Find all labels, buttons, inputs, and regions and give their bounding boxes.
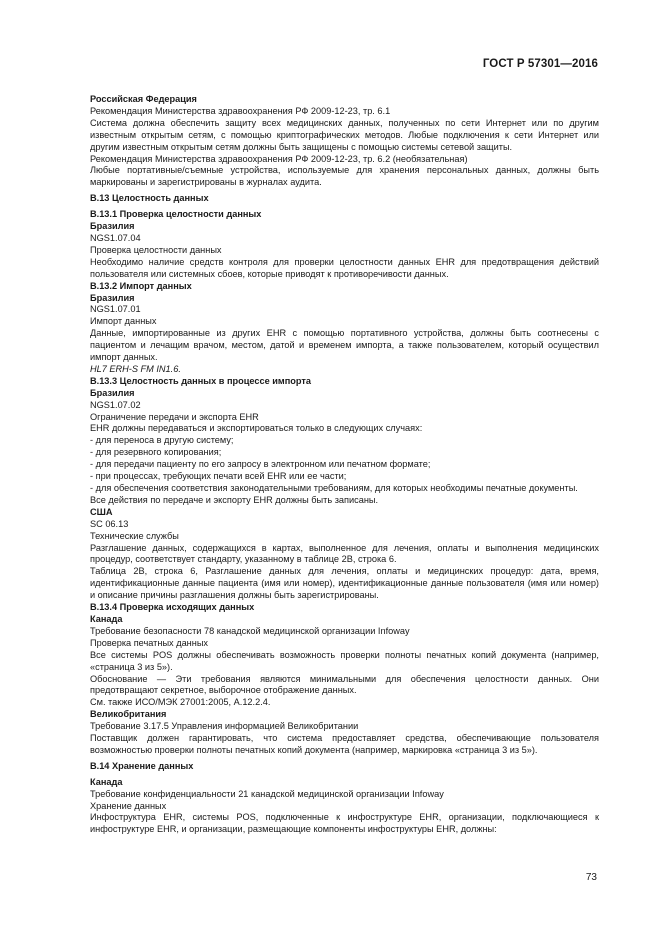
- paragraph: Обоснование — Эти требования являются минимальными для обеспечения целостности данных. Они предотвращают секретное, выборочное отображение данных.: [90, 673, 599, 696]
- section-heading: Бразилия: [90, 221, 135, 232]
- paragraph: Проверка целостности данных: [90, 244, 222, 255]
- paragraph: NGS1.07.01: [90, 304, 141, 315]
- section-heading: США: [90, 506, 113, 517]
- page-header-standard: ГОСТ Р 57301—2016: [482, 58, 598, 70]
- paragraph: Любые портативные/съемные устройства, используемые для хранения персональных данных, должны быть маркированы и зарегистрированы в журналах аудита.: [90, 165, 599, 188]
- paragraph: Рекомендация Министерства здравоохранения РФ 2009-12-23, тр. 6.1: [90, 105, 391, 116]
- section-heading: В.13.3 Целостность данных в процессе импорта: [90, 375, 311, 386]
- paragraph: Все системы POS должны обеспечивать возможность проверки полноты печатных копий документа (например, «страница 3 из 5»).: [90, 649, 599, 672]
- paragraph: - при процессах, требующих печати всей EHR или ее части;: [90, 471, 347, 482]
- section-heading: Канада: [90, 776, 123, 787]
- section-heading: В.13.4 Проверка исходящих данных: [90, 602, 255, 613]
- paragraph: NGS1.07.02: [90, 399, 141, 410]
- section-heading: Бразилия: [90, 387, 135, 398]
- paragraph: Требование 3.17.5 Управления информацией Великобритании: [90, 721, 359, 732]
- paragraph: Проверка печатных данных: [90, 637, 209, 648]
- paragraph: Таблица 2В, строка 6, Разглашение данных для лечения, оплаты и медицинских процедур: дата, время, идентификационные данные пациента (имя или номер), идентификационные данные пользователя (имя или номер) и описание причины разглашения должны быть зарегистрированы.: [90, 566, 599, 601]
- paragraph: Требование конфиденциальности 21 канадской медицинской организации Infoway: [90, 788, 444, 799]
- section-heading: В.14 Хранение данных: [90, 760, 194, 771]
- paragraph: Хранение данных: [90, 800, 167, 811]
- paragraph: Поставщик должен гарантировать, что система предоставляет средства, обеспечивающие пользователя возможностью проверки полноты печатных копий документа (например, маркировка «страница 3 из 5»).: [90, 733, 599, 755]
- paragraph: NGS1.07.04: [90, 232, 141, 243]
- paragraph: SC 06.13: [90, 518, 129, 529]
- paragraph: HL7 ERH-S FM IN1.6.: [90, 363, 181, 374]
- paragraph: - для переноса в другую систему;: [90, 435, 234, 446]
- paragraph: - для передачи пациенту по его запросу в электронном или печатном формате;: [90, 459, 431, 470]
- paragraph: Ограничение передачи и экспорта EHR: [90, 411, 259, 422]
- paragraph: - для обеспечения соответствия законодательными требованиям, для которых необходимы печатные документы.: [90, 483, 578, 493]
- paragraph: Рекомендация Министерства здравоохранения РФ 2009-12-23, тр. 6.2 (необязательная): [90, 153, 468, 164]
- paragraph: Импорт данных: [90, 316, 157, 327]
- paragraph: Разглашение данных, содержащихся в картах, выполненное для лечения, оплаты и выполнения медицинских процедур, соответствует стандарту, указанному в таблице 2В, строка 6.: [90, 542, 599, 565]
- paragraph: Требование безопасности 78 канадской медицинской организации Infoway: [90, 625, 410, 636]
- section-heading: Бразилия: [90, 292, 135, 303]
- section-heading: Канада: [90, 613, 123, 624]
- page-number: 73: [585, 872, 597, 883]
- section-heading: В.13.1 Проверка целостности данных: [90, 209, 262, 220]
- paragraph: Система должна обеспечить защиту всех медицинских данных, полученных по сети Интернет или по другим известным открытым сетям, с помощью криптографических методов. Любые подключения к сети Интернет или другим известным открытым сетям должны быть защищены с помощью системы сетевой защиты.: [90, 117, 599, 152]
- section-heading: Российская Федерация: [90, 94, 197, 104]
- paragraph: Необходимо наличие средств контроля для проверки целостности данных EHR для предотвращения действий пользователя или системных сбоев, которые приводят к противоречивости данных.: [90, 256, 599, 279]
- paragraph: Инфоструктура EHR, системы POS, подключенные к инфоструктуре EHR, организации, подключающиеся к инфоструктуре EHR, и организации, размещающие компоненты инфоструктуры EHR, должны:: [90, 812, 599, 835]
- section-heading: В.13.2 Импорт данных: [90, 280, 192, 291]
- paragraph: Все действия по передаче и экспорту EHR должны быть записаны.: [90, 494, 379, 505]
- paragraph: - для резервного копирования;: [90, 447, 222, 458]
- section-heading: Великобритания: [90, 709, 167, 720]
- paragraph: Технические службы: [90, 530, 179, 541]
- paragraph: См. также ИСО/МЭК 27001:2005, А.12.2.4.: [90, 697, 271, 708]
- document-body: [90, 94, 599, 836]
- paragraph: EHR должны передаваться и экспортироваться только в следующих случаях:: [90, 423, 423, 434]
- section-heading: В.13 Целостность данных: [90, 193, 209, 204]
- paragraph: Данные, импортированные из других EHR с помощью портативного устройства, должны быть соотнесены с пациентом и лечащим врачом, местом, датой и временем импорта, а также пользователем, который осуществил импорт данных.: [90, 328, 599, 363]
